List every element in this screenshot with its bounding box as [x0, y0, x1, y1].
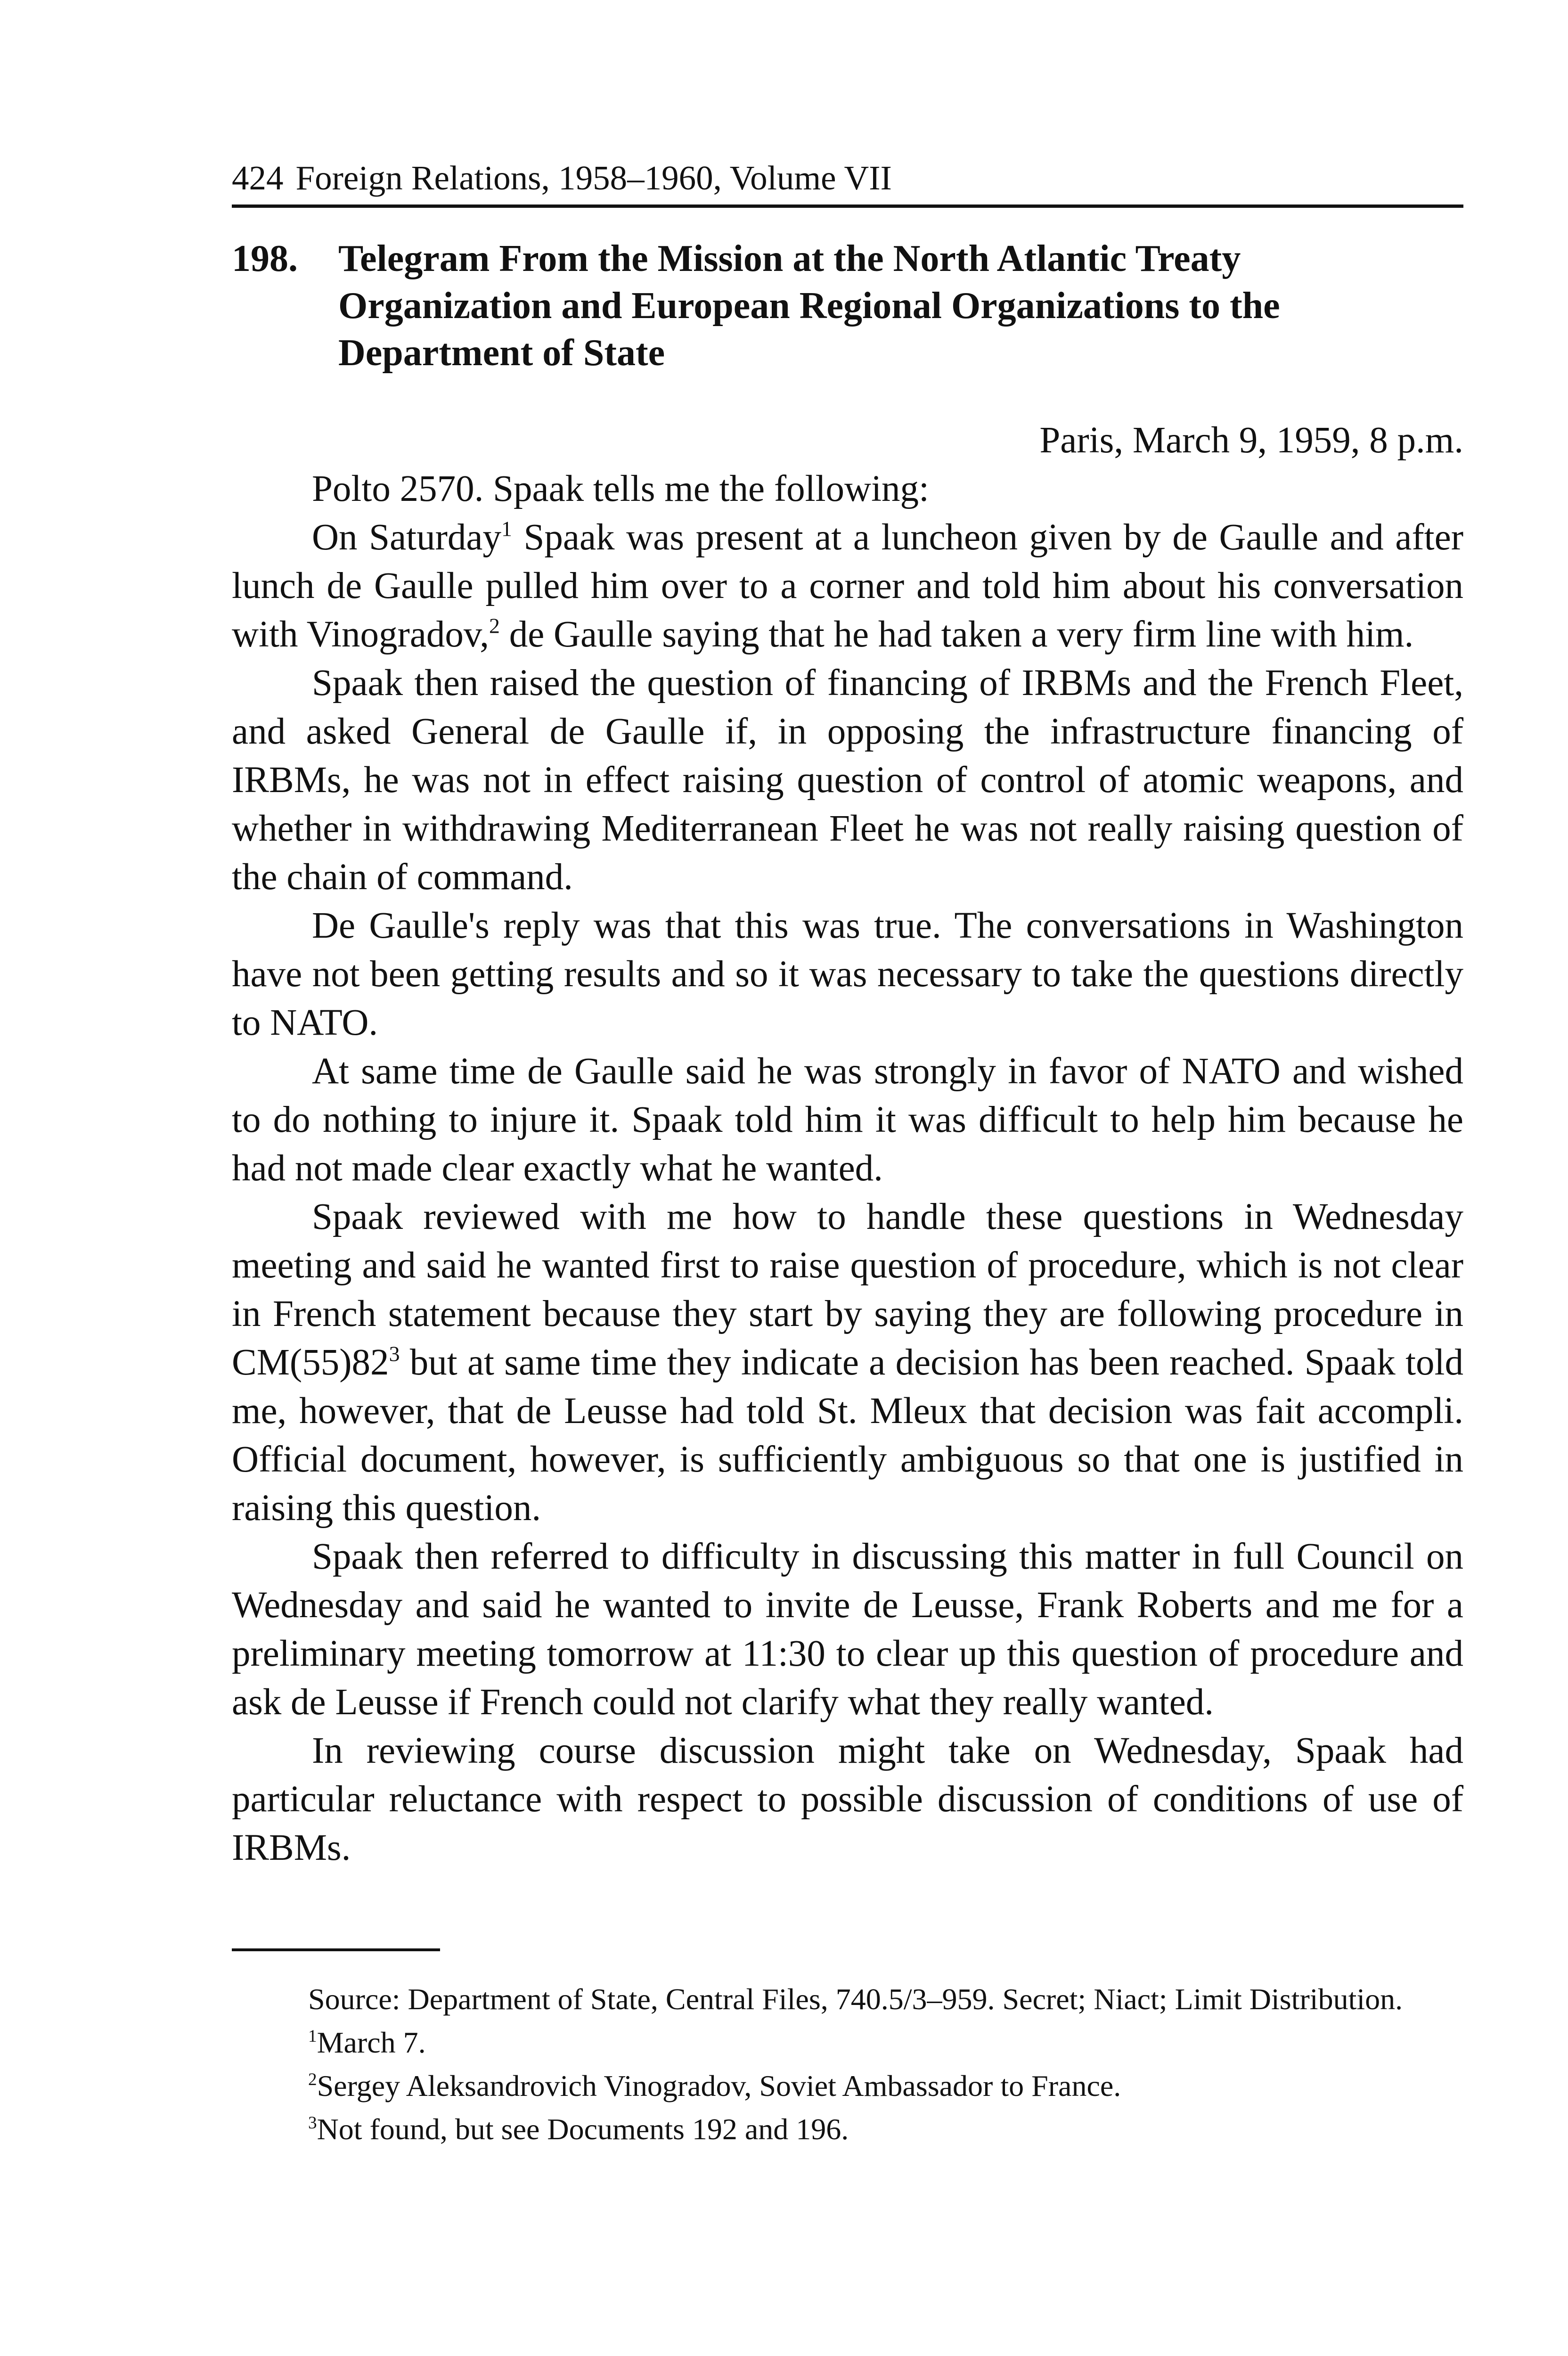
- footnote-ref-1: 1: [501, 516, 512, 541]
- paragraph-6-part-1: Spaak reviewed with me how to handle these questions in Wednesday meeting and said he wanted first to raise question of procedure, which is not clear in French statement because they start by saying they are following procedure in CM(55)82: [232, 1196, 1463, 1383]
- footnote-1-text: March 7.: [317, 2026, 426, 2059]
- footnote-3: [232, 2108, 1463, 2151]
- document-heading: [232, 235, 1463, 376]
- publication-title: Foreign Relations, 1958–1960, Volume VII: [295, 159, 892, 197]
- footnote-3-mark: 3: [308, 2113, 317, 2133]
- running-header: [232, 155, 1463, 208]
- paragraph-2: [232, 513, 1463, 659]
- paragraph-2-part-1: On Saturday: [312, 517, 501, 558]
- paragraph-6: [232, 1193, 1463, 1532]
- paragraph-8: In reviewing course discussion might take on Wednesday, Spaak had particular reluctance with respect to possible discussion of conditions of use of IRBMs.: [232, 1730, 1463, 1868]
- page-number: 424: [232, 159, 284, 197]
- paragraph-5: At same time de Gaulle said he was strongly in favor of NATO and wished to do nothing to injure it. Spaak told him it was difficult to help him because he had not made clear exactly what he wanted.: [232, 1051, 1463, 1189]
- paragraph-2-part-3: de Gaulle saying that he had taken a very firm line with him.: [499, 614, 1414, 655]
- footnote-ref-2: 2: [489, 614, 500, 638]
- paragraph-7: Spaak then referred to difficulty in discussing this matter in full Council on Wednesday and said he wanted to invite de Leusse, Frank Roberts and me for a preliminary meeting tomorrow at 11:30 to clear up this question of procedure and ask de Leusse if French could not clarify what they really wanted.: [232, 1536, 1463, 1723]
- paragraph-2-part-2: Spaak was present at a luncheon given by de Gaulle and after lunch de Gaulle pulled him over to a corner and told him about his conversation with Vinogradov,: [232, 517, 1463, 655]
- document-title: Telegram From the Mission at the North Atlantic Treaty Organization and European Regional Organizations to the Department of State: [338, 238, 1280, 374]
- footnotes: [232, 1978, 1463, 2151]
- footnote-2: [232, 2064, 1463, 2108]
- paragraph-4: De Gaulle's reply was that this was true. The conversations in Washington have not been getting results and so it was necessary to take the questions directly to NATO.: [232, 905, 1463, 1043]
- paragraph-6-part-2: but at same time they indicate a decision has been reached. Spaak told me, however, that de Leusse had told St. Mleux that decision was fait accompli. Official document, however, is sufficiently ambiguous so that one is justified in raising this question.: [232, 1342, 1463, 1529]
- telegram-body: [232, 465, 1463, 1872]
- page-content: [232, 155, 1463, 2151]
- source-note: Source: Department of State, Central Files, 740.5/3–959. Secret; Niact; Limit Distribution.: [308, 1982, 1403, 2016]
- footnote-3-text: Not found, but see Documents 192 and 196.: [317, 2112, 849, 2146]
- footnote-ref-3: 3: [389, 1342, 400, 1366]
- footnote-1: [232, 2021, 1463, 2064]
- footnote-divider: [232, 1948, 440, 1951]
- footnote-2-text: Sergey Aleksandrovich Vinogradov, Soviet Ambassador to France.: [317, 2069, 1121, 2102]
- paragraph-1: Polto 2570. Spaak tells me the following:: [312, 468, 929, 509]
- paragraph-3: Spaak then raised the question of financing of IRBMs and the French Fleet, and asked General de Gaulle if, in opposing the infrastructure financing of IRBMs, he was not in effect raising question of control of atomic weapons, and whether in withdrawing Mediterranean Fleet he was not really raising question of the chain of command.: [232, 663, 1463, 898]
- dateline: Paris, March 9, 1959, 8 p.m.: [1039, 420, 1463, 461]
- footnote-2-mark: 2: [308, 2070, 317, 2089]
- footnote-1-mark: 1: [308, 2027, 317, 2046]
- document-number: 198.: [232, 238, 298, 279]
